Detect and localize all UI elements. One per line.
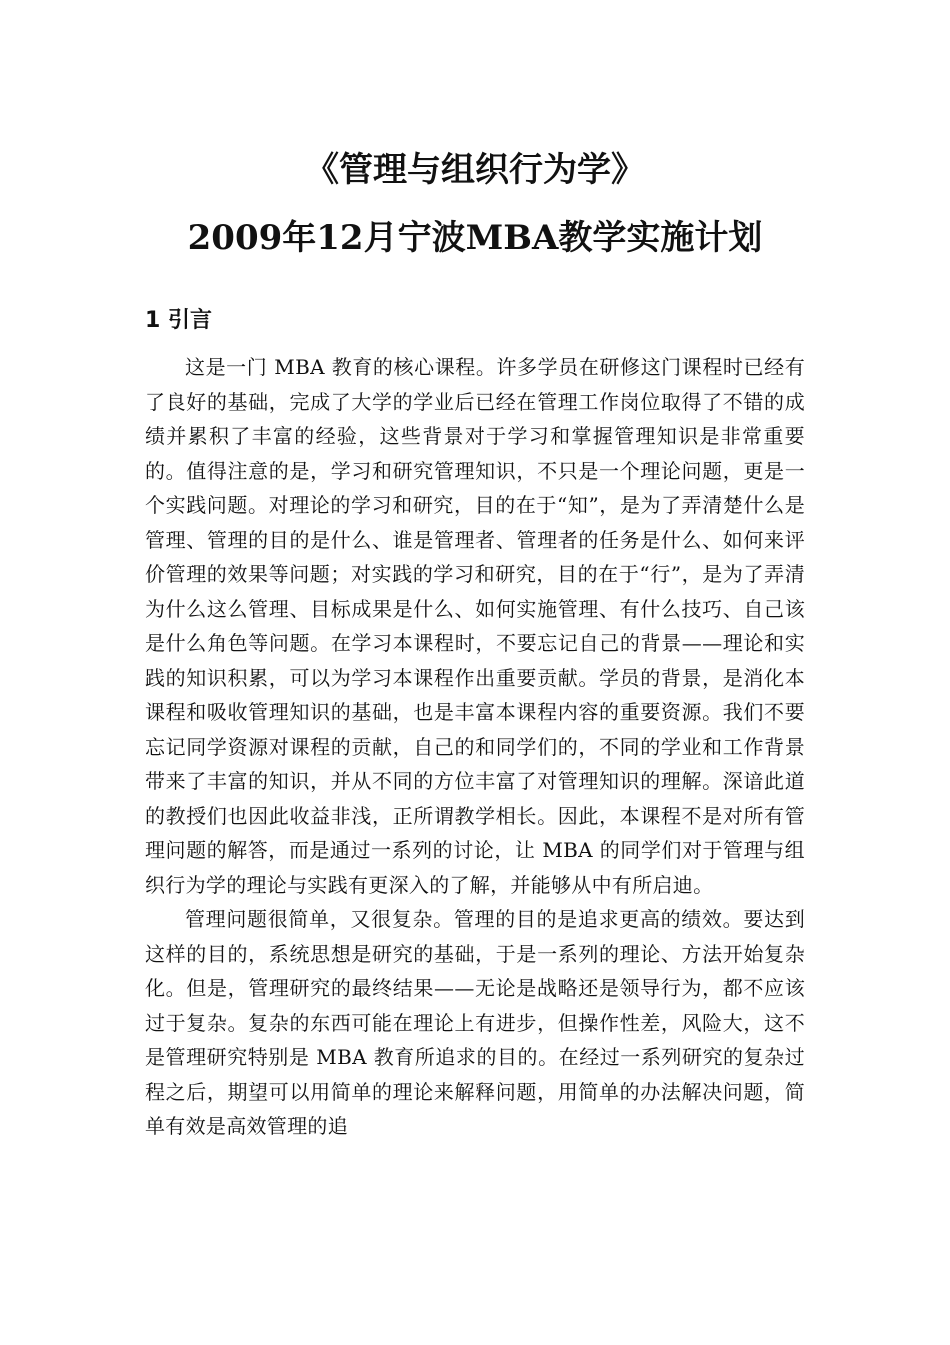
paragraph-2: 管理问题很简单，又很复杂。管理的目的是追求更高的绩效。要达到这样的目的，系统思想是研究的基础，于是一系列的理论、方法开始复杂化。但是，管理研究的最终结果——无论是战略还是领导行为，都不应该过于复杂。复杂的东西可能在理论上有进步，但操作性差，风险大，这不是管理研究特别是 MBA 教育所追求的目的。在经过一系列研究的复杂过程之后，期望可以用简单的理论来解释问题，用简单的办法解决问题，简单有效是高效管理的追: [145, 907, 805, 1138]
document-subtitle: 2009年12月宁波MBA教学实施计划: [187, 218, 763, 258]
body-text: [145, 350, 805, 1144]
section-heading-introduction: 1 引言: [145, 308, 212, 333]
paragraph-1: 这是一门 MBA 教育的核心课程。许多学员在研修这门课程时已经有了良好的基础，完成了大学的学业后已经在管理工作岗位取得了不错的成绩并累积了丰富的经验，这些背景对于学习和掌握管理知识是非常重要的。值得注意的是，学习和研究管理知识，不只是一个理论问题，更是一个实践问题。对理论的学习和研究，目的在于“知”，是为了弄清楚什么是管理、管理的目的是什么、谁是管理者、管理者的任务是什么、如何来评价管理的效果等问题；对实践的学习和研究，目的在于“行”，是为了弄清为什么这么管理、目标成果是什么、如何实施管理、有什么技巧、自己该是什么角色等问题。在学习本课程时，不要忘记自己的背景——理论和实践的知识积累，可以为学习本课程作出重要贡献。学员的背景，是消化本课程和吸收管理知识的基础，也是丰富本课程内容的重要资源。我们不要忘记同学资源对课程的贡献，自己的和同学们的，不同的学业和工作背景带来了丰富的知识，并从不同的方位丰富了对管理知识的理解。深谙此道的教授们也因此收益非浅，正所谓教学相长。因此，本课程不是对所有管理问题的解答，而是通过一系列的讨论，让 MBA 的同学们对于管理与组织行为学的理论与实践有更深入的了解，并能够从中有所启迪。: [145, 355, 805, 897]
document-title: 《管理与组织行为学》: [305, 150, 645, 190]
